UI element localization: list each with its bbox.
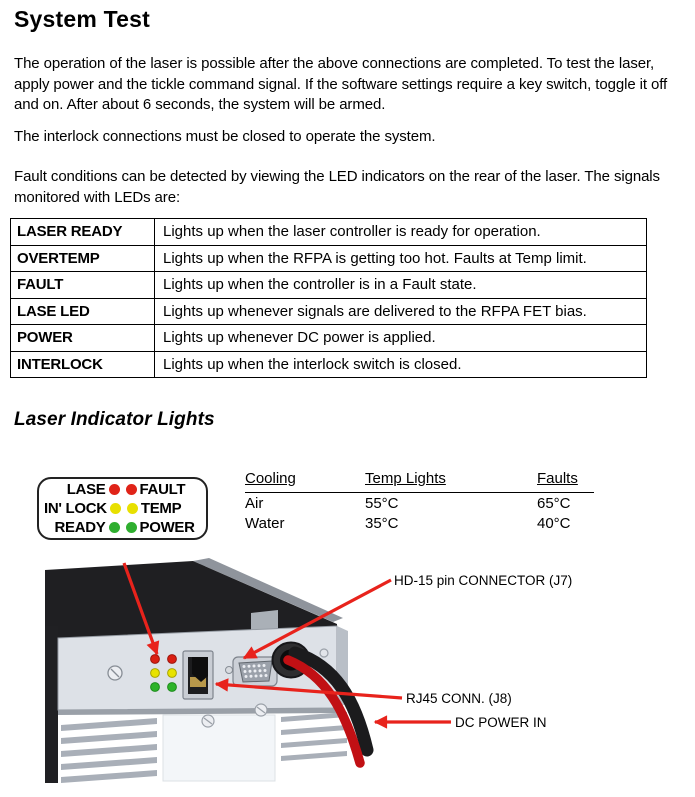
table-row xyxy=(11,245,647,272)
page-title: System Test xyxy=(14,6,150,32)
signal-description-cell: Lights up when the laser controller is ready for operation. xyxy=(155,219,647,246)
temp-lights-header: Temp Lights xyxy=(365,470,537,493)
signal-description-cell: Lights up when the controller is in a Fault state. xyxy=(155,272,647,299)
temp-cell: 55°C xyxy=(365,494,399,512)
indicator-lights-badge xyxy=(37,477,208,540)
badge-label-lase: LASE xyxy=(66,481,106,498)
panel-screw-left xyxy=(108,666,122,680)
signal-description-cell: Lights up when the interlock switch is closed. xyxy=(155,351,647,378)
badge-label-inlock: IN' LOCK xyxy=(44,500,107,517)
badge-row xyxy=(44,518,201,537)
signal-name-cell: POWER xyxy=(11,325,155,352)
chassis-left-side xyxy=(45,626,58,783)
signal-name-cell: LASER READY xyxy=(11,219,155,246)
signal-name-cell: LASE LED xyxy=(11,298,155,325)
fault-cell: 40°C xyxy=(537,514,571,532)
power-led-icon xyxy=(126,522,137,533)
signal-description-cell: Lights up whenever signals are delivered to the RFPA FET bias. xyxy=(155,298,647,325)
paragraph-fault-conditions: Fault conditions can be detected by viewing the LED indicators on the rear of the laser. The signals monitored with LEDs are: xyxy=(14,168,660,206)
table-row xyxy=(11,325,647,352)
lase-led-icon xyxy=(109,484,120,495)
table-row xyxy=(245,493,594,514)
signal-description-cell: Lights up when the RFPA is getting too hot. Faults at Temp limit. xyxy=(155,245,647,272)
rj45-connector xyxy=(183,651,213,699)
figure-label-dc-power: DC POWER IN xyxy=(455,715,547,730)
badge-label-power: POWER xyxy=(139,519,195,536)
table-header-row xyxy=(245,470,594,493)
signal-name-cell: INTERLOCK xyxy=(11,351,155,378)
badge-label-temp: TEMP xyxy=(140,500,182,517)
ready-led-icon xyxy=(109,522,120,533)
paragraph-interlock: The interlock connections must be closed to operate the system. xyxy=(14,128,436,145)
section-heading: Laser Indicator Lights xyxy=(14,409,215,430)
paragraph-operation: The operation of the laser is possible after the above connections are completed. To test the laser, apply power and the tickle command signal. If the software settings require a key switch, toggle it off and on. After about 6 seconds, the system will be armed. xyxy=(14,55,668,113)
laser-rear-panel-figure xyxy=(45,556,695,792)
cooling-cell: Air xyxy=(245,494,264,512)
cooling-header: Cooling xyxy=(245,470,365,493)
table-row xyxy=(11,298,647,325)
faults-header: Faults xyxy=(537,470,594,493)
figure-label-rj45: RJ45 CONN. (J8) xyxy=(406,691,512,706)
interlock-led-icon xyxy=(110,503,121,514)
heatsink-fins-right xyxy=(281,712,347,761)
badge-row xyxy=(44,499,201,518)
cooling-cell: Water xyxy=(245,514,285,532)
fault-led-icon xyxy=(126,484,137,495)
badge-row xyxy=(44,480,201,499)
led-signal-table xyxy=(10,218,647,378)
temp-led-icon xyxy=(127,503,138,514)
signal-name-cell: OVERTEMP xyxy=(11,245,155,272)
cooling-temps-table xyxy=(245,470,594,533)
heatsink-bracket xyxy=(163,715,275,781)
table-row xyxy=(11,272,647,299)
fault-cell: 65°C xyxy=(537,494,571,512)
figure-label-hd15: HD-15 pin CONNECTOR (J7) xyxy=(394,573,573,588)
signal-description-cell: Lights up whenever DC power is applied. xyxy=(155,325,647,352)
table-row xyxy=(245,513,594,533)
badge-label-fault: FAULT xyxy=(139,481,186,498)
table-row xyxy=(11,219,647,246)
badge-label-ready: READY xyxy=(54,519,106,536)
signal-name-cell: FAULT xyxy=(11,272,155,299)
heatsink-fins-left xyxy=(61,718,157,783)
table-row xyxy=(11,351,647,378)
temp-cell: 35°C xyxy=(365,514,399,532)
